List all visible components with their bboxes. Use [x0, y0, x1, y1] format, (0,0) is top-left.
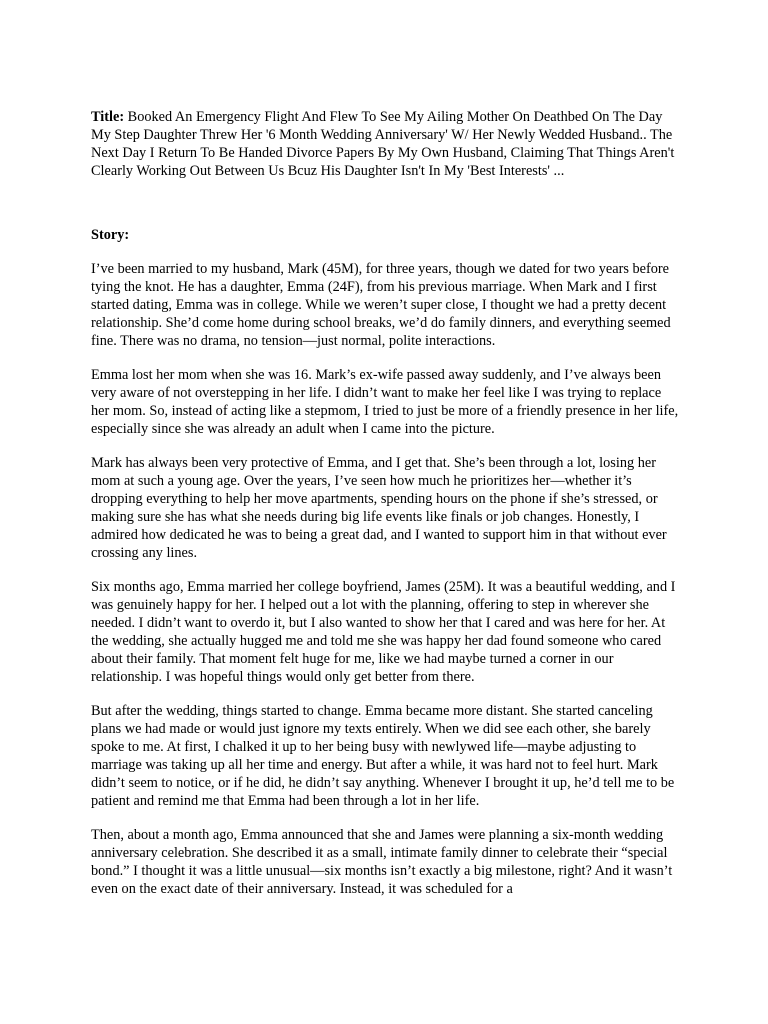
story-paragraph: Then, about a month ago, Emma announced that she and James were planning a six-month wedding anniversary celebration. She described it as a small, intimate family dinner to celebrate their “special bond.” I thought it was a little unusual—six months isn’t exactly a big milestone, right? And it wasn’t even on the exact date of their anniversary. Instead, it was scheduled for a: [91, 827, 673, 897]
document-page: [91, 108, 681, 898]
story-heading: Story:: [91, 227, 130, 243]
title-label: Title:: [91, 109, 125, 125]
document-title: [91, 108, 681, 180]
story-paragraph: But after the wedding, things started to change. Emma became more distant. She started canceling plans we had made or would just ignore my texts entirely. When we did see each other, she barely spoke to me. At first, I chalked it up to her being busy with newlywed life—maybe adjusting to marriage was taking up all her time and energy. But after a while, it was hard not to feel hurt. Mark didn’t seem to notice, or if he did, he didn’t say anything. Whenever I brought it up, he’d tell me to be patient and remind me that Emma had been through a lot in her life.: [91, 703, 675, 809]
story-paragraph: Mark has always been very protective of Emma, and I get that. She’s been through a lot, losing her mom at such a young age. Over the years, I’ve seen how much he prioritizes her—whether it’s dropping everything to help her move apartments, spending hours on the phone if she’s stressed, or making sure she has what she needs during big life events like finals or job changes. Honestly, I admired how dedicated he was to being a great dad, and I wanted to support him in that without ever crossing any lines.: [91, 455, 667, 561]
story-paragraph: Emma lost her mom when she was 16. Mark’s ex-wife passed away suddenly, and I’ve always been very aware of not overstepping in her life. I didn’t want to make her feel like I was trying to replace her mom. So, instead of acting like a stepmom, I tried to just be more of a friendly presence in her life, especially since she was already an adult when I came into the picture.: [91, 367, 679, 437]
story-paragraph: I’ve been married to my husband, Mark (45M), for three years, though we dated for two years before tying the knot. He has a daughter, Emma (24F), from his previous marriage. When Mark and I first started dating, Emma was in college. While we weren’t super close, I thought we had a pretty decent relationship. She’d come home during school breaks, we’d do family dinners, and everything seemed fine. There was no drama, no tension—just normal, polite interactions.: [91, 261, 671, 349]
title-text: Booked An Emergency Flight And Flew To See My Ailing Mother On Deathbed On The Day My Step Daughter Threw Her '6 Month Wedding Anniversary' W/ Her Newly Wedded Husband.. The Next Day I Return To Be Handed Divorce Papers By My Own Husband, Claiming That Things Aren't Clearly Working Out Between Us Bcuz His Daughter Isn't In My 'Best Interests' ...: [91, 109, 675, 179]
story-paragraph: Six months ago, Emma married her college boyfriend, James (25M). It was a beautiful wedding, and I was genuinely happy for her. I helped out a lot with the planning, offering to step in wherever she needed. I didn’t want to overdo it, but I also wanted to show her that I cared and was here for her. At the wedding, she actually hugged me and told me she was happy her dad found someone who cared about their family. That moment felt huge for me, like we had maybe turned a corner in our relationship. I was hopeful things would only get better from there.: [91, 579, 676, 685]
